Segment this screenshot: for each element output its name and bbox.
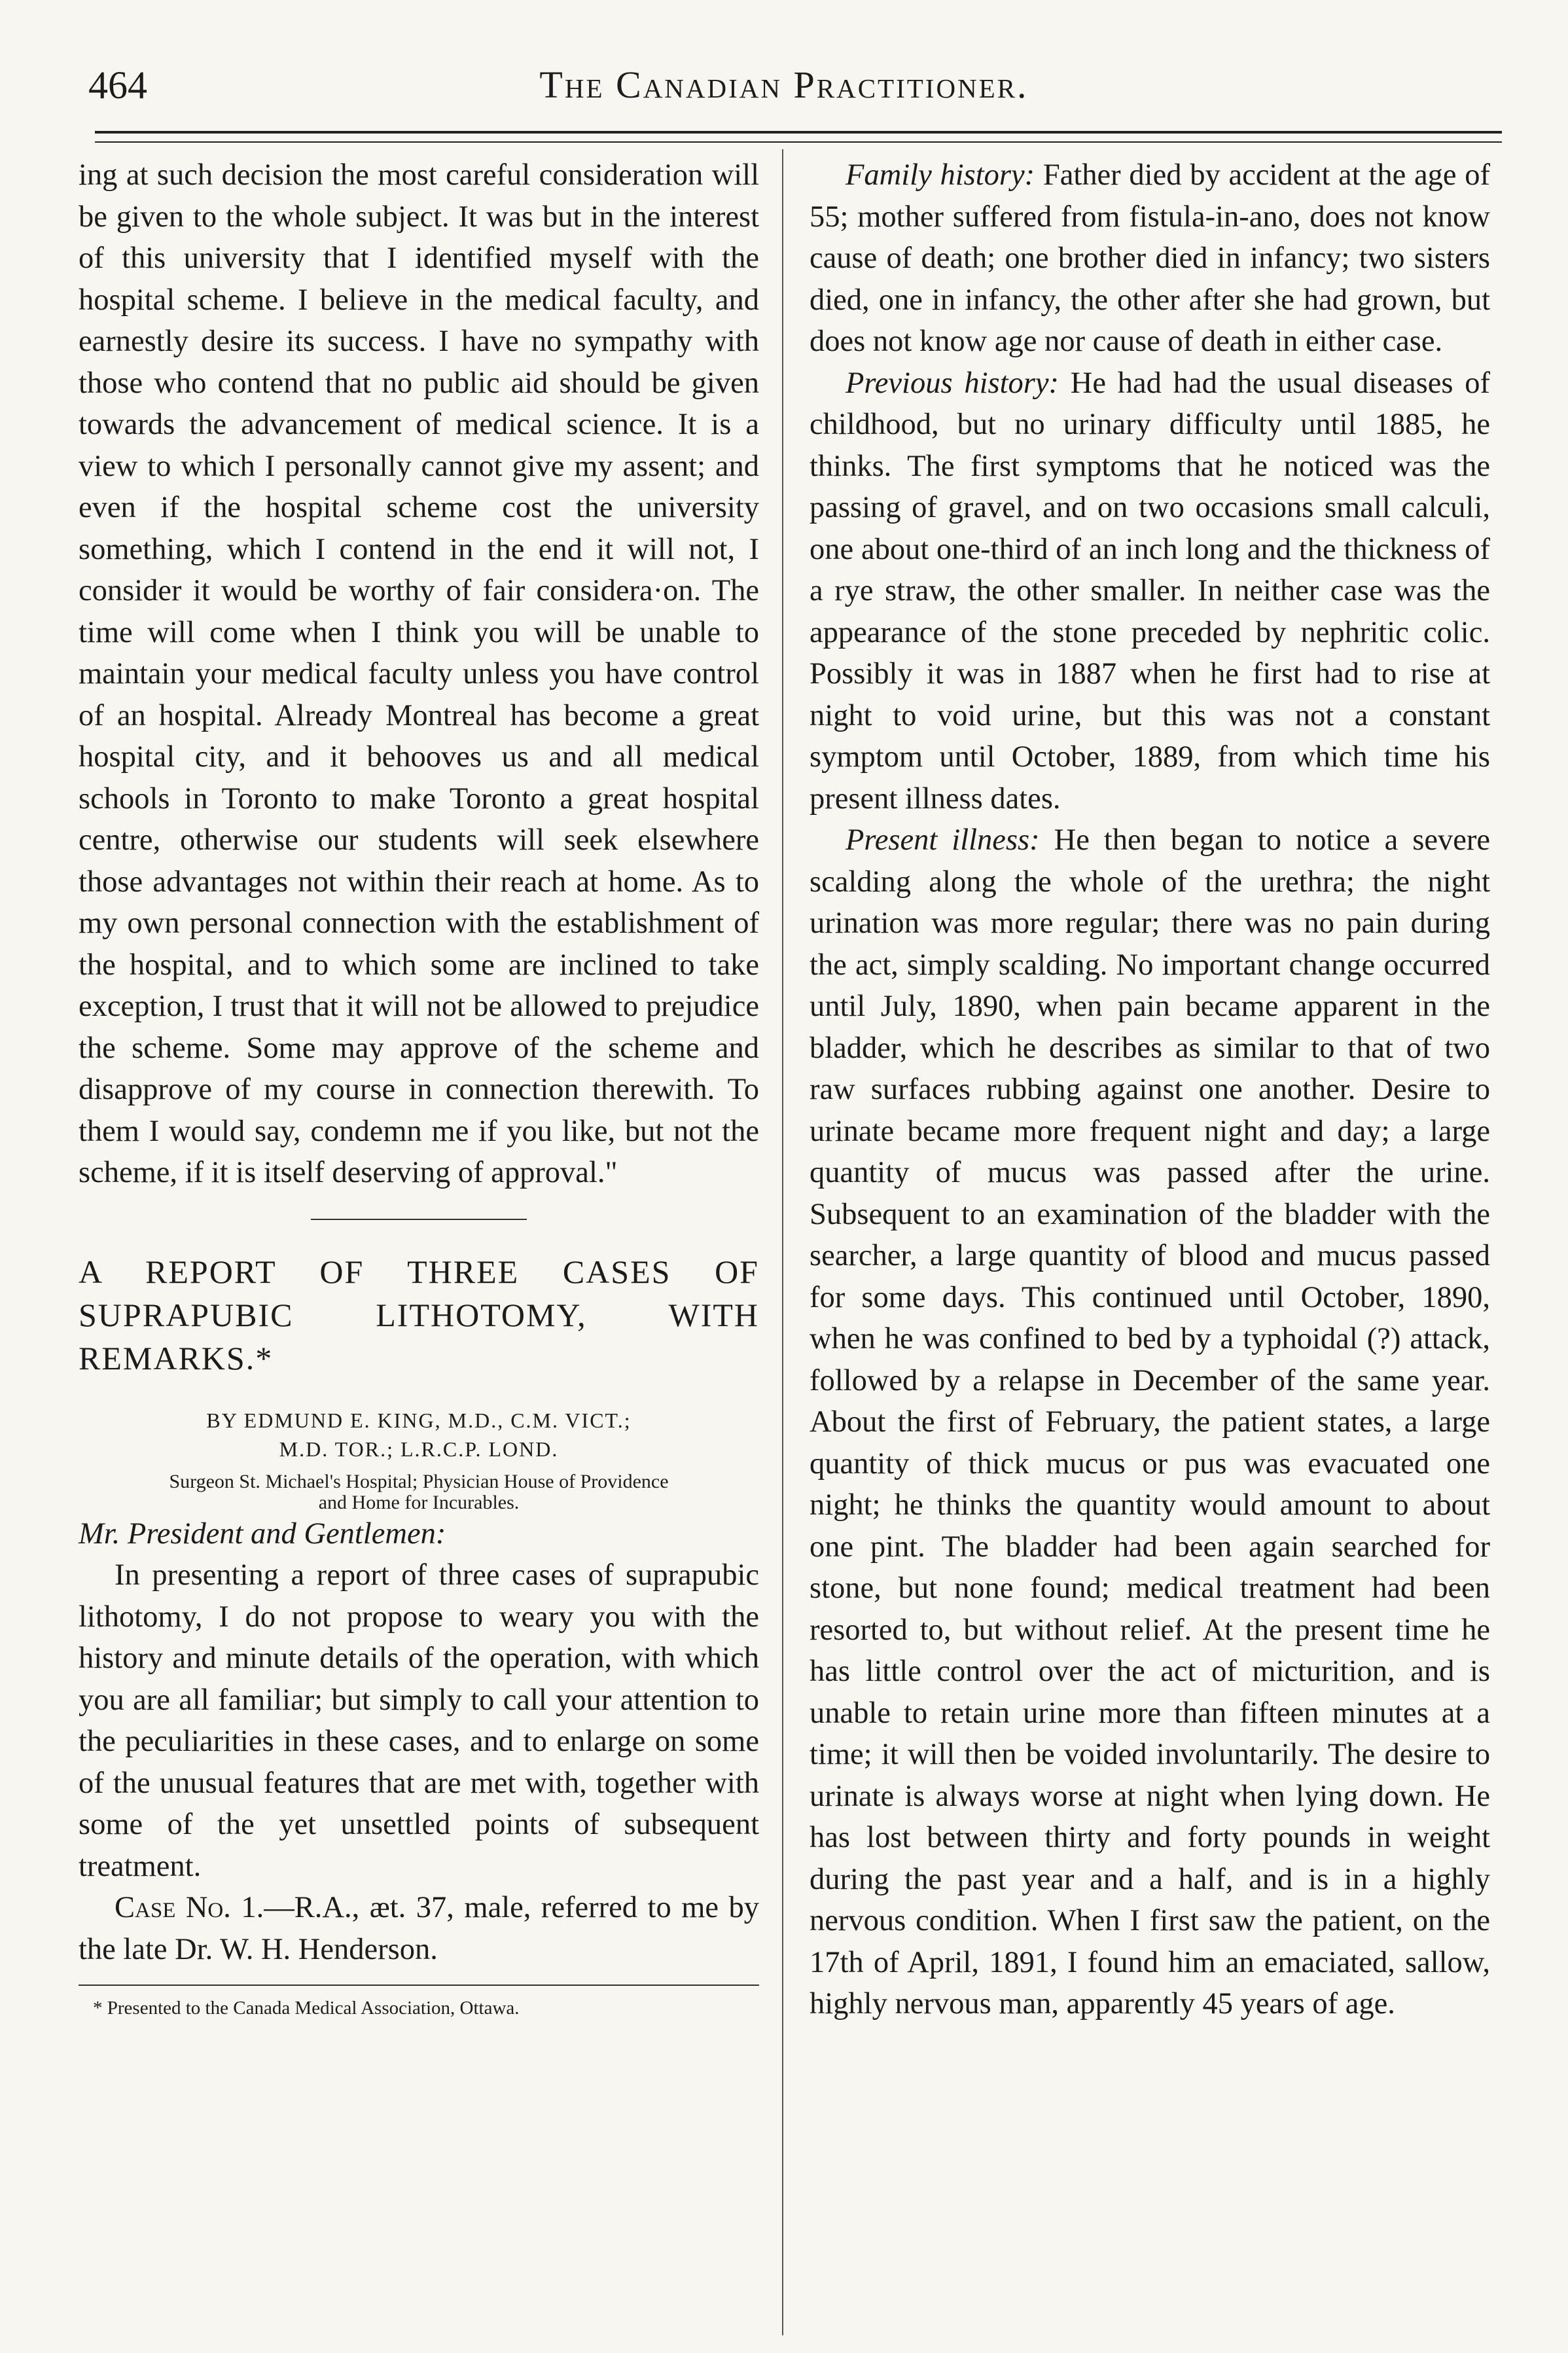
byline-line-2: M.D. TOR.; L.R.C.P. LOND. [279,1437,559,1461]
page-number: 464 [88,63,147,107]
present-illness-paragraph [810,819,1490,2025]
footnote: * Presented to the Canada Medical Association, Ottawa. [93,1998,520,2019]
affiliation-line-1: Surgeon St. Michael's Hospital; Physician House of Providence [169,1470,669,1492]
author-affiliation [79,1471,759,1513]
byline [79,1406,759,1464]
left-column [79,154,759,2021]
byline-line-1: BY EDMUND E. KING, M.D., C.M. VICT.; [206,1408,632,1432]
salutation: Mr. President and Gentlemen: [79,1517,446,1551]
intro-paragraph: In presenting a report of three cases of suprapubic lithotomy, I do not propose to weary you with the history and minute details of the operation, with which you are all familiar; but simply to call your attention to the peculiarities in these cases, and to enlarge on some of the unusual features that are met with, together with some of the yet unsettled points of subsequent treatment. [79,1558,759,1883]
previous-history-heading: Previous history: [846,366,1059,400]
previous-history-text: He had had the usual diseases of childhood, but no urinary difficulty until 1885, he thinks. The first symptoms that he noticed was the passing of gravel, and on two occasions small calculi, one about one-third of an inch long and the thickness of a rye straw, the other smaller. In neither case was the appearance of the stone preceded by nephritic colic. Possibly it was in 1887 when he first had to rise at night to void urine, but this was not a constant symptom until October, 1889, from which time his present illness dates. [810,366,1490,816]
case-label: Case No. 1. [115,1891,264,1924]
running-head: The Canadian Practitioner. [539,63,1029,106]
column-divider [782,149,783,2335]
present-illness-text: He then began to notice a severe scalding along the whole of the urethra; the night urination was more regular; there was no pain during the act, simply scalding. No important change occurred until July, 1890, when pain became apparent in the bladder, which he describes as similar to that of two raw surfaces rubbing against one another. Desire to urinate became more frequent night and day; a large quantity of mucus was passed after the urine. Subsequent to an examination of the bladder with the searcher, a large quantity of blood and mucus passed for some days. This continued until October, 1890, when he was confined to bed by a typhoidal (?) attack, followed by a relapse in December of the same year. About the first of February, the patient states, a large quantity of thick mucus or pus was evacuated one night; he thinks the quantity would amount to about one pint. The bladder had been again searched for stone, but none found; medical treatment had been resorted to, but without relief. At the present time he has little control over the act of micturition, and is unable to retain urine more than fifteen minutes at a time; it will then be voided involuntarily. The desire to urinate is always worse at night when lying down. He has lost between thirty and forty pounds in weight during the past year and a half, and is in a highly nervous condition. When I first saw the patient, on the 17th of April, 1891, I found him an emaciated, sallow, highly nervous man, apparently 45 years of age. [810,823,1490,2021]
family-history-paragraph [810,154,1490,363]
footnote-rule [79,1985,759,1986]
present-illness-heading: Present illness: [846,823,1040,857]
family-history-heading: Family history: [846,158,1035,192]
article-title: A REPORT OF THREE CASES OF SUPRAPUBIC LITHOTOMY, WITH REMARKS.* [79,1253,759,1376]
continuation-paragraph: ing at such decision the most careful consideration will be given to the whole subject. It was but in the interest of this university that I identified myself with the hospital scheme. I believe in the medical faculty, and earnestly desire its success. I have no sympathy with those who contend that no public aid should be given towards the advancement of medical science. It is a view to which I personally cannot give my assent; and even if the hospital scheme cost the university something, which I contend in the end it will not, I consider it would be worthy of fair considera·on. The time will come when I think you will be unable to maintain your medical faculty unless you have control of an hospital. Already Montreal has become a great hospital city, and it behooves us and all medical schools in Toronto to make Toronto a great hospital centre, otherwise our students will seek elsewhere those advantages not within their reach at home. As to my own personal connection with the establishment of the hospital, and to which some are inclined to take exception, I trust that it will not be allowed to prejudice the scheme. Some may approve of the scheme and disapprove of my course in connection therewith. To them I would say, condemn me if you like, but not the scheme, if it is itself deserving of approval." [79,158,759,1189]
case-text: —R.A., æt. 37, male, referred to me by the late Dr. W. H. Henderson. [79,1891,759,1966]
header-rule-thin [95,141,1502,143]
case-paragraph [79,1887,759,1970]
header-rule-thick [95,131,1502,134]
right-column [810,154,1490,2025]
family-history-text: Father died by accident at the age of 55; mother suffered from fistula-in-ano, does not know cause of death; one brother died in infancy; two sisters died, one in infancy, the other after she had grown, but does not know age nor cause of death in either case. [810,158,1490,358]
affiliation-line-2: and Home for Incurables. [318,1491,520,1513]
previous-history-paragraph [810,363,1490,820]
section-divider [311,1219,527,1220]
